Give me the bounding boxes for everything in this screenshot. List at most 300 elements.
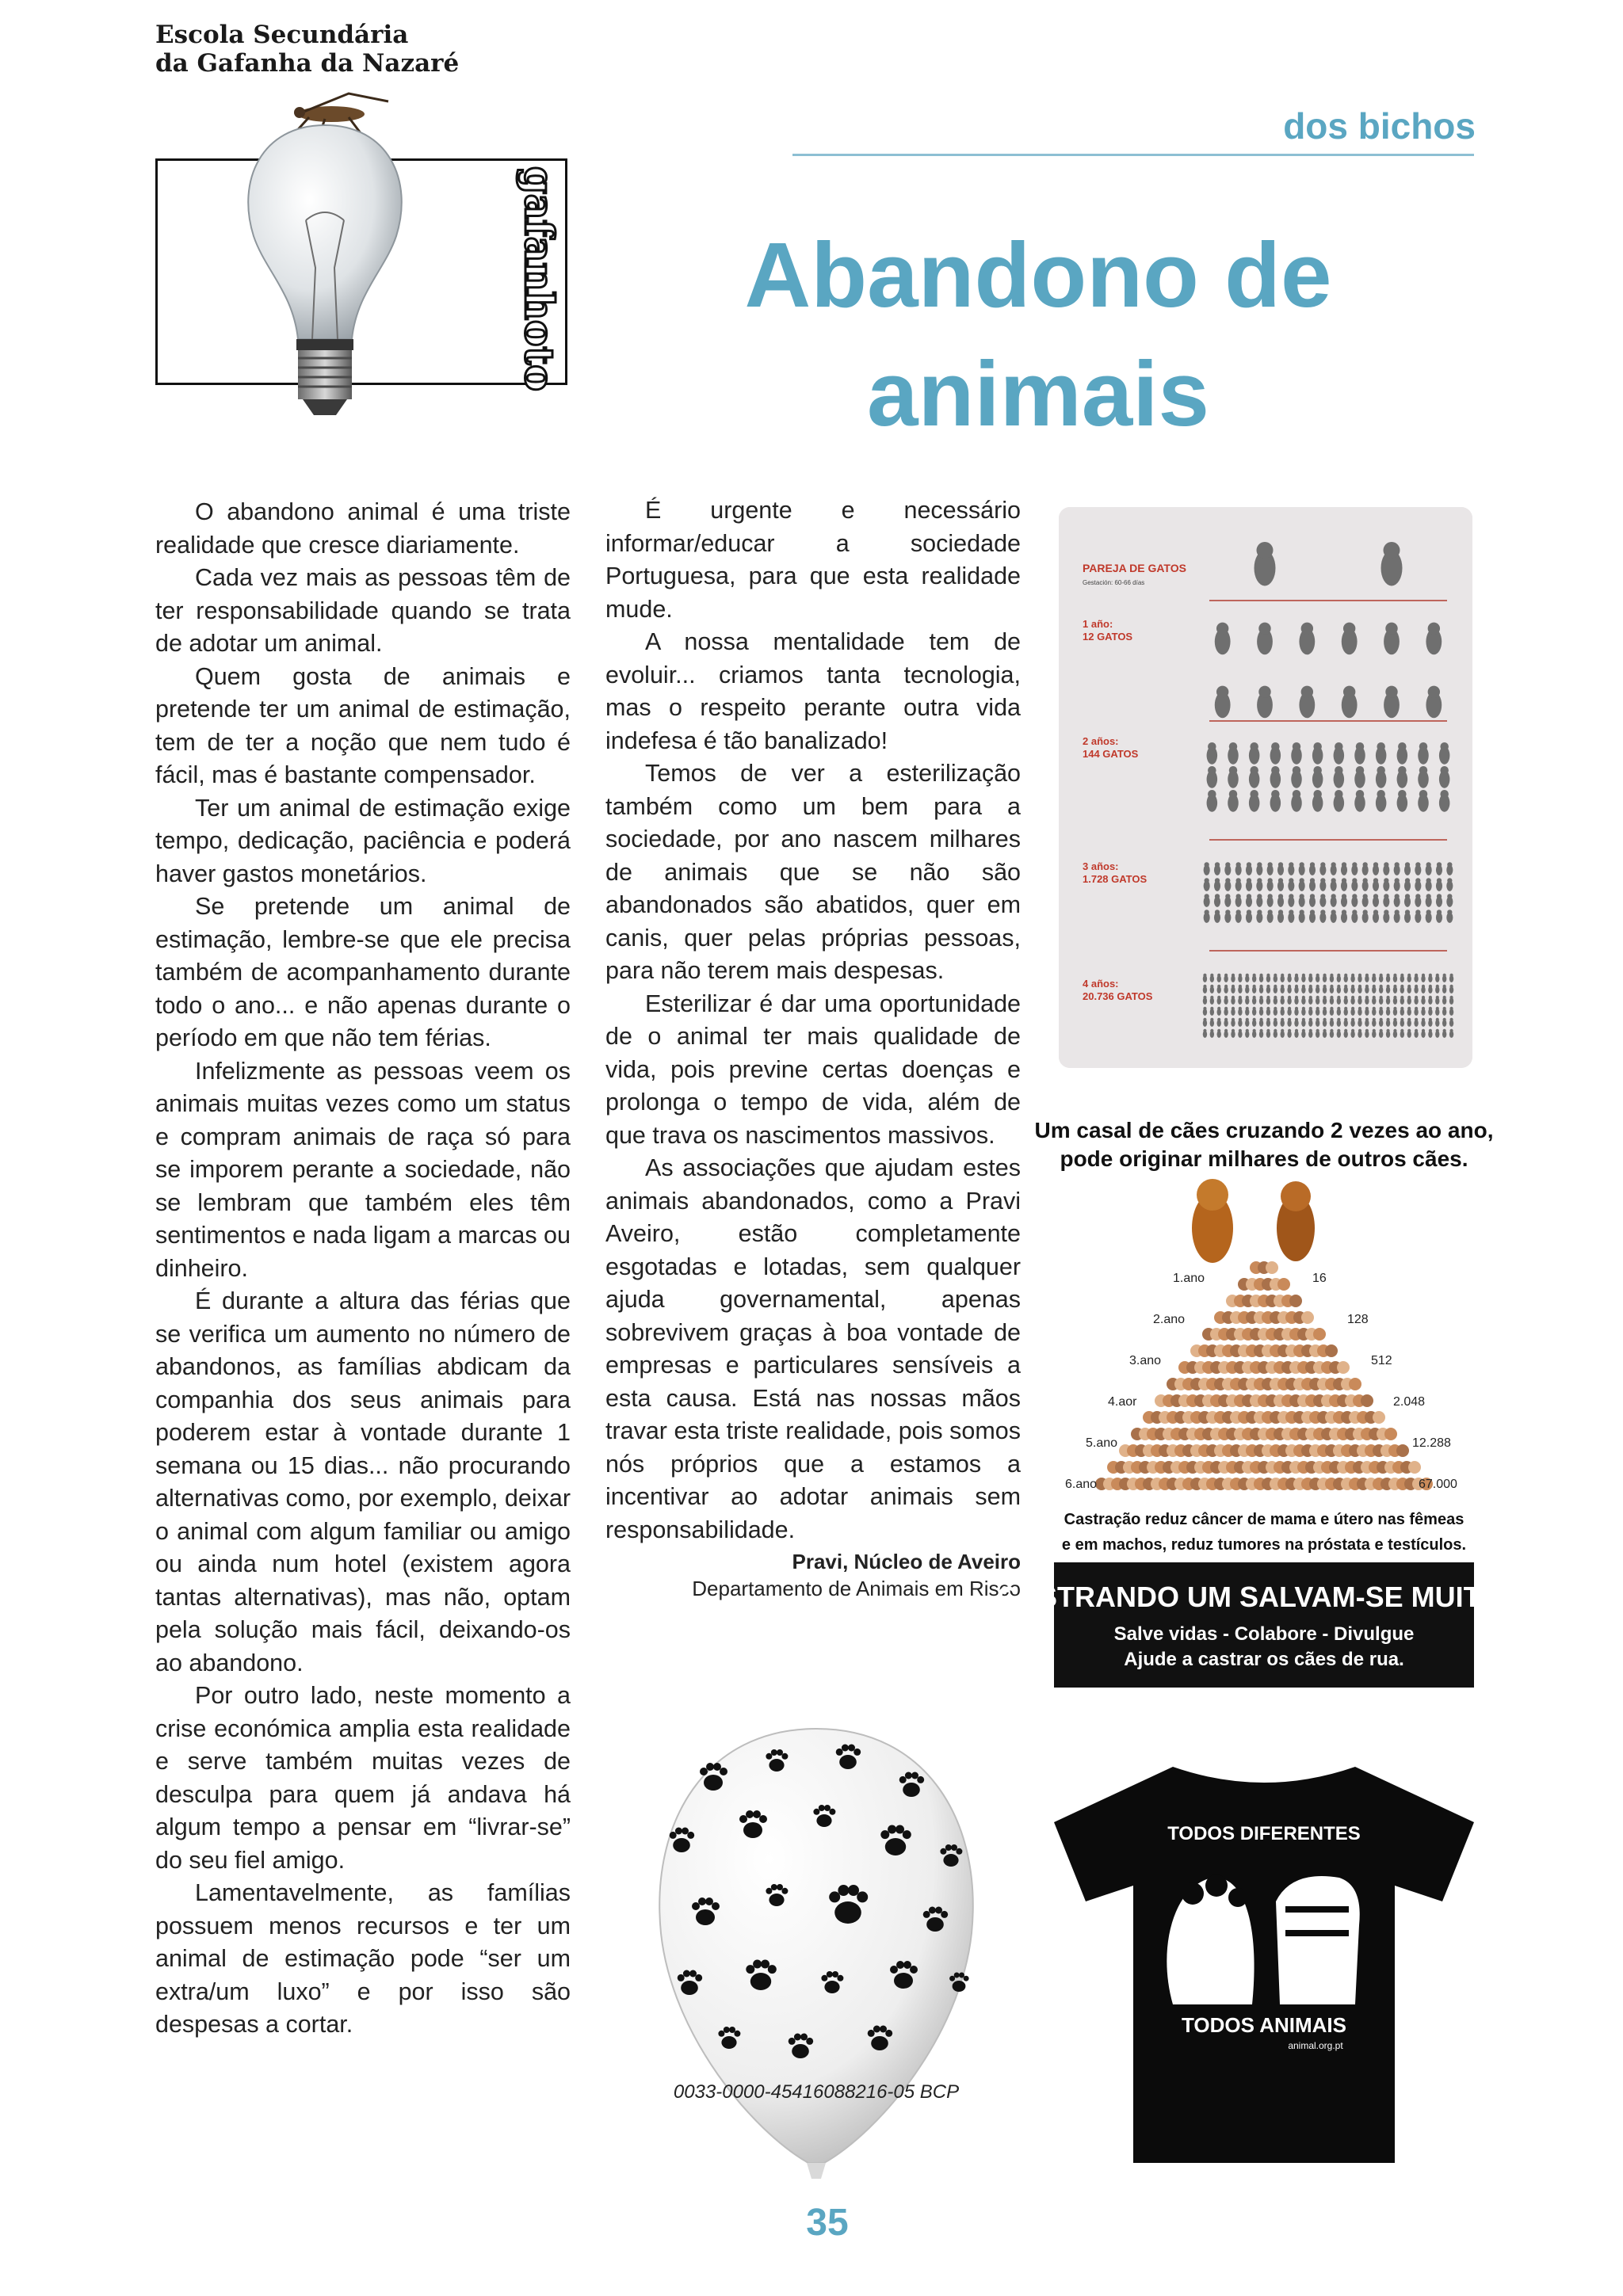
cat-silhouette-icon <box>1426 862 1432 875</box>
cat-silhouette-icon <box>1235 894 1242 907</box>
cat-silhouette-icon <box>1319 894 1326 907</box>
cat-silhouette-icon <box>1207 766 1218 788</box>
cat-silhouette-icon <box>1252 974 1256 982</box>
cat-silhouette-icon <box>1291 790 1302 812</box>
cat-silhouette-icon <box>1274 1007 1277 1016</box>
cat-silhouette-icon <box>1231 1007 1235 1016</box>
cat-silhouette-icon <box>1330 996 1334 1005</box>
dogs-banner-sub2: Ajude a castrar os cães de rua. <box>1124 1649 1404 1670</box>
cat-silhouette-icon <box>1436 910 1442 923</box>
cat-silhouette-icon <box>1309 894 1316 907</box>
cat-silhouette-icon <box>1358 1018 1361 1027</box>
cat-silhouette-icon <box>1415 910 1421 923</box>
cat-silhouette-icon <box>1309 862 1316 875</box>
cat-silhouette-icon <box>1344 996 1348 1005</box>
cat-silhouette-icon <box>1442 996 1446 1005</box>
cat-silhouette-icon <box>1418 742 1429 765</box>
cat-silhouette-icon <box>1238 996 1242 1005</box>
cat-silhouette-icon <box>1372 1018 1376 1027</box>
cat-silhouette-icon <box>1323 974 1327 982</box>
page-number: 35 <box>806 2202 849 2244</box>
cat-silhouette-icon <box>1245 996 1249 1005</box>
cat-silhouette-icon <box>1299 910 1305 923</box>
cat-silhouette-icon <box>1224 878 1231 891</box>
article-column-2 <box>605 494 1021 1602</box>
cat-silhouette-icon <box>1351 910 1358 923</box>
paragraph: É urgente e necessário informar/educar a sociedade Portuguesa, para que esta realidade mude. <box>605 497 1021 623</box>
cat-silhouette-icon <box>1421 1018 1425 1027</box>
signature-department: Departamento de Animais em Risco <box>692 1577 1021 1600</box>
cat-silhouette-icon <box>1288 878 1294 891</box>
cat-silhouette-icon <box>1418 766 1429 788</box>
cat-silhouette-icon <box>1245 985 1249 994</box>
cat-silhouette-icon <box>1421 1007 1425 1016</box>
cat-silhouette-icon <box>1252 985 1256 994</box>
cat-silhouette-icon <box>1215 686 1231 719</box>
cat-silhouette-icon <box>1446 894 1453 907</box>
cat-silhouette-icon <box>1299 862 1305 875</box>
cat-silhouette-icon <box>1383 894 1389 907</box>
paragraph: Infelizmente as pessoas veem os animais muitas vezes como um status e compram animais de raça só para se imporem perante a sociedade, não se lembram que também eles têm sentimentos e nada ligam a marcas ou dinheiro. <box>155 1057 571 1282</box>
cat-silhouette-icon <box>1449 974 1453 982</box>
puppy-icon <box>1373 1411 1385 1424</box>
cat-silhouette-icon <box>1319 862 1326 875</box>
cat-silhouette-icon <box>1228 766 1239 788</box>
cat-silhouette-icon <box>1342 623 1358 655</box>
cat-silhouette-icon <box>1231 996 1235 1005</box>
cat-silhouette-icon <box>1393 974 1397 982</box>
cat-silhouette-icon <box>1266 996 1270 1005</box>
cat-silhouette-icon <box>1281 985 1285 994</box>
cat-silhouette-icon <box>1257 623 1273 655</box>
cat-silhouette-icon <box>1301 996 1305 1005</box>
cat-silhouette-icon <box>1238 1007 1242 1016</box>
cat-silhouette-icon <box>1428 1007 1432 1016</box>
cat-silhouette-icon <box>1435 985 1439 994</box>
cat-silhouette-icon <box>1365 1007 1369 1016</box>
cat-silhouette-icon <box>1291 766 1302 788</box>
cat-silhouette-icon <box>1301 1029 1305 1038</box>
cat-silhouette-icon <box>1281 1018 1285 1027</box>
cat-silhouette-icon <box>1294 1018 1298 1027</box>
cat-silhouette-icon <box>1344 1018 1348 1027</box>
cat-silhouette-icon <box>1323 985 1327 994</box>
cat-silhouette-icon <box>1294 996 1298 1005</box>
cat-silhouette-icon <box>1415 878 1421 891</box>
cat-silhouette-icon <box>1397 742 1408 765</box>
dogs-heading-line1: Um casal de cães cruzando 2 vezes ao ano, <box>1034 1118 1494 1142</box>
cat-silhouette-icon <box>1421 996 1425 1005</box>
cat-silhouette-icon <box>1393 985 1397 994</box>
dog-year-label: 6.ano <box>1065 1478 1098 1491</box>
paragraph: A nossa mentalidade tem de evoluir... criamos tanta tecnologia, mas o respeito perante outra vida indefesa é tão banalizado! <box>605 628 1021 754</box>
cat-silhouette-icon <box>1386 996 1390 1005</box>
cat-silhouette-icon <box>1252 1029 1256 1038</box>
cat-silhouette-icon <box>1210 996 1214 1005</box>
puppy-icon <box>1325 1344 1338 1357</box>
cat-silhouette-icon <box>1323 1018 1327 1027</box>
tshirt-site-text: animal.org.pt <box>1288 2040 1343 2051</box>
paragraph: Por outro lado, neste momento a crise económica amplia esta realidade e serve também muitas vezes de desculpa para quem já andava há algum tempo a pensar em “livrar-se” do seu fiel amigo. <box>155 1682 571 1874</box>
cat-silhouette-icon <box>1330 1007 1334 1016</box>
cat-level-label: 3 años: <box>1083 860 1119 872</box>
cat-silhouette-icon <box>1207 742 1218 765</box>
cat-silhouette-icon <box>1414 1018 1418 1027</box>
paragraph: Ter um animal de estimação exige tempo, dedicação, paciência e poderá haver gastos monetários. <box>155 794 571 887</box>
cat-silhouette-icon <box>1204 862 1210 875</box>
cat-silhouette-icon <box>1316 1007 1319 1016</box>
cat-silhouette-icon <box>1210 974 1214 982</box>
cat-silhouette-icon <box>1270 742 1281 765</box>
cat-silhouette-icon <box>1358 996 1361 1005</box>
tshirt-bottom-text: TODOS ANIMAIS <box>1181 2013 1347 2037</box>
cat-silhouette-icon <box>1203 1007 1207 1016</box>
dogs-banner-sub1: Salve vidas - Colabore - Divulgue <box>1113 1623 1415 1645</box>
cat-silhouette-icon <box>1362 878 1369 891</box>
cat-silhouette-icon <box>1235 878 1242 891</box>
cat-silhouette-icon <box>1426 878 1432 891</box>
cat-silhouette-icon <box>1288 894 1294 907</box>
cat-silhouette-icon <box>1428 974 1432 982</box>
cat-silhouette-icon <box>1376 790 1387 812</box>
cat-silhouette-icon <box>1217 1029 1221 1038</box>
cat-silhouette-icon <box>1421 1029 1425 1038</box>
puppy-icon <box>1277 1278 1290 1291</box>
cats-subheading: Gestación: 60-66 días <box>1083 579 1145 586</box>
cat-silhouette-icon <box>1351 862 1358 875</box>
cat-silhouette-icon <box>1400 1007 1404 1016</box>
puppy-icon <box>1289 1295 1302 1307</box>
cat-silhouette-icon <box>1435 1007 1439 1016</box>
cat-silhouette-icon <box>1266 1029 1270 1038</box>
cat-silhouette-icon <box>1449 1018 1453 1027</box>
dog-year-count: 16 <box>1312 1272 1327 1285</box>
cat-silhouette-icon <box>1287 996 1291 1005</box>
cats-heading: PAREJA DE GATOS <box>1083 562 1186 574</box>
cat-silhouette-icon <box>1238 974 1242 982</box>
cat-silhouette-icon <box>1246 910 1252 923</box>
cat-silhouette-icon <box>1334 742 1345 765</box>
cat-silhouette-icon <box>1217 1007 1221 1016</box>
cat-silhouette-icon <box>1214 862 1220 875</box>
cat-silhouette-icon <box>1203 1018 1207 1027</box>
cat-silhouette-icon <box>1383 878 1389 891</box>
cat-silhouette-icon <box>1386 1007 1390 1016</box>
cat-silhouette-icon <box>1418 790 1429 812</box>
cat-silhouette-icon <box>1281 996 1285 1005</box>
cat-silhouette-icon <box>1274 974 1277 982</box>
cat-silhouette-icon <box>1442 1007 1446 1016</box>
cat-silhouette-icon <box>1421 985 1425 994</box>
cat-silhouette-icon <box>1344 985 1348 994</box>
cat-silhouette-icon <box>1365 1029 1369 1038</box>
cat-silhouette-icon <box>1337 1018 1341 1027</box>
paragraph: Temos de ver a esterilização também como um bem para a sociedade, por ano nascem milhares de animais que se não são abandonados são abatidos, quer em canis, quer pelas próprias pessoas, para não terem mais despesas. <box>605 760 1021 984</box>
tshirt-top-text: TODOS DIFERENTES <box>1167 1823 1361 1844</box>
cat-silhouette-icon <box>1256 910 1262 923</box>
cat-silhouette-icon <box>1373 910 1379 923</box>
cat-silhouette-icon <box>1337 996 1341 1005</box>
cat-silhouette-icon <box>1294 1007 1298 1016</box>
cat-silhouette-icon <box>1331 862 1337 875</box>
cat-silhouette-icon <box>1341 878 1347 891</box>
article-title-line1: Abandono de <box>744 223 1332 326</box>
cat-silhouette-icon <box>1351 894 1358 907</box>
cat-silhouette-icon <box>1217 1018 1221 1027</box>
cat-silhouette-icon <box>1442 1018 1446 1027</box>
cats-infographic <box>1059 507 1472 1068</box>
cat-silhouette-icon <box>1316 985 1319 994</box>
cat-silhouette-icon <box>1308 1018 1312 1027</box>
cat-silhouette-icon <box>1337 974 1341 982</box>
cat-silhouette-icon <box>1235 910 1242 923</box>
dog-year-label: 2.ano <box>1153 1313 1186 1326</box>
cat-silhouette-icon <box>1350 996 1354 1005</box>
cat-silhouette-icon <box>1344 974 1348 982</box>
dog-year-label: 5.ano <box>1086 1436 1118 1450</box>
article-column-1 <box>155 496 571 2042</box>
cat-silhouette-icon <box>1331 878 1337 891</box>
cat-silhouette-icon <box>1407 996 1411 1005</box>
cat-silhouette-icon <box>1341 862 1347 875</box>
cat-silhouette-icon <box>1323 1007 1327 1016</box>
cat-silhouette-icon <box>1266 1007 1270 1016</box>
cat-silhouette-icon <box>1393 1029 1397 1038</box>
cat-silhouette-icon <box>1224 1007 1228 1016</box>
section-label: dos bichos <box>1283 105 1476 147</box>
cat-silhouette-icon <box>1428 985 1432 994</box>
cat-silhouette-icon <box>1259 1018 1263 1027</box>
cat-silhouette-icon <box>1267 862 1274 875</box>
cat-silhouette-icon <box>1238 1029 1242 1038</box>
cat-silhouette-icon <box>1428 996 1432 1005</box>
puppy-pyramid <box>1095 1261 1433 1490</box>
cat-silhouette-icon <box>1287 1029 1291 1038</box>
cat-silhouette-icon <box>1294 985 1298 994</box>
cat-silhouette-icon <box>1350 1029 1354 1038</box>
cat-silhouette-icon <box>1288 910 1294 923</box>
cat-silhouette-icon <box>1246 878 1252 891</box>
cat-silhouette-icon <box>1238 985 1242 994</box>
cat-silhouette-icon <box>1316 996 1319 1005</box>
cat-silhouette-icon <box>1308 996 1312 1005</box>
cat-silhouette-icon <box>1252 1018 1256 1027</box>
cat-silhouette-icon <box>1308 974 1312 982</box>
cat-silhouette-icon <box>1270 790 1281 812</box>
puppy-icon <box>1349 1378 1361 1390</box>
cat-silhouette-icon <box>1299 878 1305 891</box>
cat-level-count: 1.728 GATOS <box>1083 873 1148 885</box>
cat-silhouette-icon <box>1397 766 1408 788</box>
cat-silhouette-icon <box>1277 910 1284 923</box>
dog-year-count: 67.000 <box>1419 1478 1457 1491</box>
cat-silhouette-icon <box>1259 996 1263 1005</box>
cat-silhouette-icon <box>1316 974 1319 982</box>
cat-silhouette-icon <box>1334 790 1345 812</box>
cat-silhouette-icon <box>1267 910 1274 923</box>
cat-silhouette-icon <box>1354 790 1365 812</box>
dog-year-label: 1.ano <box>1173 1272 1205 1285</box>
cat-silhouette-icon <box>1277 862 1284 875</box>
cat-silhouette-icon <box>1386 985 1390 994</box>
cat-silhouette-icon <box>1330 985 1334 994</box>
parent-dogs-icon <box>1192 1179 1315 1263</box>
cat-silhouette-icon <box>1245 1007 1249 1016</box>
cat-silhouette-icon <box>1358 985 1361 994</box>
cat-silhouette-icon <box>1207 790 1218 812</box>
cat-silhouette-icon <box>1415 862 1421 875</box>
signature <box>605 1548 1021 1602</box>
cat-silhouette-icon <box>1373 894 1379 907</box>
article-title-line2: animais <box>867 342 1209 445</box>
cat-silhouette-icon <box>1414 1029 1418 1038</box>
dog-year-count: 512 <box>1371 1354 1392 1367</box>
puppy-icon <box>1301 1311 1314 1324</box>
cat-silhouette-icon <box>1393 1018 1397 1027</box>
cat-silhouette-icon <box>1414 996 1418 1005</box>
dogs-note-line1: Castração reduz câncer de mama e útero nas fêmeas <box>1064 1511 1465 1528</box>
cat-silhouette-icon <box>1203 1029 1207 1038</box>
cat-silhouette-icon <box>1259 985 1263 994</box>
cat-silhouette-icon <box>1379 1029 1383 1038</box>
cat-silhouette-icon <box>1415 894 1421 907</box>
cat-silhouette-icon <box>1249 766 1260 788</box>
cat-silhouette-icon <box>1214 878 1220 891</box>
cat-silhouette-icon <box>1299 894 1305 907</box>
cat-silhouette-icon <box>1337 985 1341 994</box>
cat-silhouette-icon <box>1362 910 1369 923</box>
cat-silhouette-icon <box>1334 766 1345 788</box>
cat-silhouette-icon <box>1257 686 1273 719</box>
cat-silhouette-icon <box>1266 1018 1270 1027</box>
cat-silhouette-icon <box>1204 878 1210 891</box>
cat-silhouette-icon <box>1400 985 1404 994</box>
cat-silhouette-icon <box>1414 985 1418 994</box>
cat-silhouette-icon <box>1400 974 1404 982</box>
cat-silhouette-icon <box>1400 1029 1404 1038</box>
cat-silhouette-icon <box>1404 878 1411 891</box>
cat-silhouette-icon <box>1245 974 1249 982</box>
puppy-icon <box>1337 1361 1350 1374</box>
cat-silhouette-icon <box>1362 894 1369 907</box>
cat-silhouette-icon <box>1376 742 1387 765</box>
cat-silhouette-icon <box>1435 1018 1439 1027</box>
cat-silhouette-icon <box>1224 1029 1228 1038</box>
cat-silhouette-icon <box>1376 766 1387 788</box>
cat-silhouette-icon <box>1421 974 1425 982</box>
cat-silhouette-icon <box>1323 1029 1327 1038</box>
cat-silhouette-icon <box>1446 862 1453 875</box>
cat-silhouette-icon <box>1215 623 1231 655</box>
cat-silhouette-icon <box>1210 1029 1214 1038</box>
logo-text: gafanhoto <box>516 166 563 391</box>
cat-silhouette-icon <box>1426 686 1442 719</box>
cat-silhouette-icon <box>1256 878 1262 891</box>
cat-silhouette-icon <box>1274 1029 1277 1038</box>
cat-silhouette-icon <box>1210 1018 1214 1027</box>
cat-silhouette-icon <box>1449 996 1453 1005</box>
puppy-icon <box>1361 1394 1373 1407</box>
cat-silhouette-icon <box>1394 862 1400 875</box>
cat-silhouette-icon <box>1400 996 1404 1005</box>
cat-silhouette-icon <box>1331 910 1337 923</box>
cat-silhouette-icon <box>1288 862 1294 875</box>
cat-silhouette-icon <box>1397 790 1408 812</box>
school-name-line1: Escola Secundária <box>155 21 409 49</box>
cat-silhouette-icon <box>1246 894 1252 907</box>
cat-silhouette-icon <box>1435 974 1439 982</box>
cat-silhouette-icon <box>1249 790 1260 812</box>
cat-silhouette-icon <box>1350 1018 1354 1027</box>
cat-silhouette-icon <box>1287 985 1291 994</box>
cat-silhouette-icon <box>1224 910 1231 923</box>
cat-silhouette-icon <box>1204 894 1210 907</box>
cat-silhouette-icon <box>1308 1029 1312 1038</box>
cat-silhouette-icon <box>1266 974 1270 982</box>
paragraph: Quem gosta de animais e pretende ter um animal de estimação, tem de ter a noção que nem tudo é fácil, mas é bastante compensador. <box>155 662 571 788</box>
cat-silhouette-icon <box>1308 1007 1312 1016</box>
cat-silhouette-icon <box>1228 790 1239 812</box>
cat-silhouette-icon <box>1394 894 1400 907</box>
cat-level-count: 12 GATOS <box>1083 631 1133 643</box>
cat-silhouette-icon <box>1379 1007 1383 1016</box>
cat-silhouette-icon <box>1270 766 1281 788</box>
cat-silhouette-icon <box>1394 910 1400 923</box>
school-name <box>155 21 488 78</box>
cat-level-label: 4 años: <box>1083 978 1119 990</box>
cat-silhouette-icon <box>1350 985 1354 994</box>
cat-silhouette-icon <box>1442 985 1446 994</box>
cat-silhouette-icon <box>1224 974 1228 982</box>
cat-silhouette-icon <box>1299 686 1315 719</box>
cat-silhouette-icon <box>1439 742 1450 765</box>
cat-silhouette-icon <box>1351 878 1358 891</box>
cat-silhouette-icon <box>1358 1007 1361 1016</box>
cat-silhouette-icon <box>1252 1007 1256 1016</box>
cat-silhouette-icon <box>1407 1007 1411 1016</box>
section-divider <box>792 154 1474 156</box>
cat-silhouette-icon <box>1393 996 1397 1005</box>
dog-year-count: 128 <box>1347 1313 1369 1326</box>
cat-silhouette-icon <box>1299 623 1315 655</box>
cat-level-count: 20.736 GATOS <box>1083 990 1153 1002</box>
cat-silhouette-icon <box>1246 862 1252 875</box>
puppy-icon <box>1396 1444 1409 1457</box>
cat-silhouette-icon <box>1309 910 1316 923</box>
cat-silhouette-icon <box>1301 974 1305 982</box>
cat-silhouette-icon <box>1294 1029 1298 1038</box>
cat-silhouette-icon <box>1231 1029 1235 1038</box>
cat-silhouette-icon <box>1224 862 1231 875</box>
cat-silhouette-icon <box>1266 985 1270 994</box>
cat-silhouette-icon <box>1214 910 1220 923</box>
cat-silhouette-icon <box>1217 985 1221 994</box>
cat-silhouette-icon <box>1341 910 1347 923</box>
cat-silhouette-icon <box>1442 974 1446 982</box>
cat-silhouette-icon <box>1259 974 1263 982</box>
cat-silhouette-icon <box>1316 1018 1319 1027</box>
cat-silhouette-icon <box>1372 974 1376 982</box>
lightbulb-grasshopper-logo-icon <box>230 86 420 434</box>
cat-silhouette-icon <box>1277 878 1284 891</box>
cat-silhouette-icon <box>1372 996 1376 1005</box>
dog-year-count: 12.288 <box>1412 1436 1451 1450</box>
cat-silhouette-icon <box>1365 996 1369 1005</box>
cat-silhouette-icon <box>1386 1029 1390 1038</box>
cat-silhouette-icon <box>1442 1029 1446 1038</box>
cat-silhouette-icon <box>1204 910 1210 923</box>
paragraph: Lamentavelmente, as famílias possuem menos recursos e ter um animal de estimação pode “ser um extra/um luxo” e por isso são despesas a cortar. <box>155 1879 571 2038</box>
